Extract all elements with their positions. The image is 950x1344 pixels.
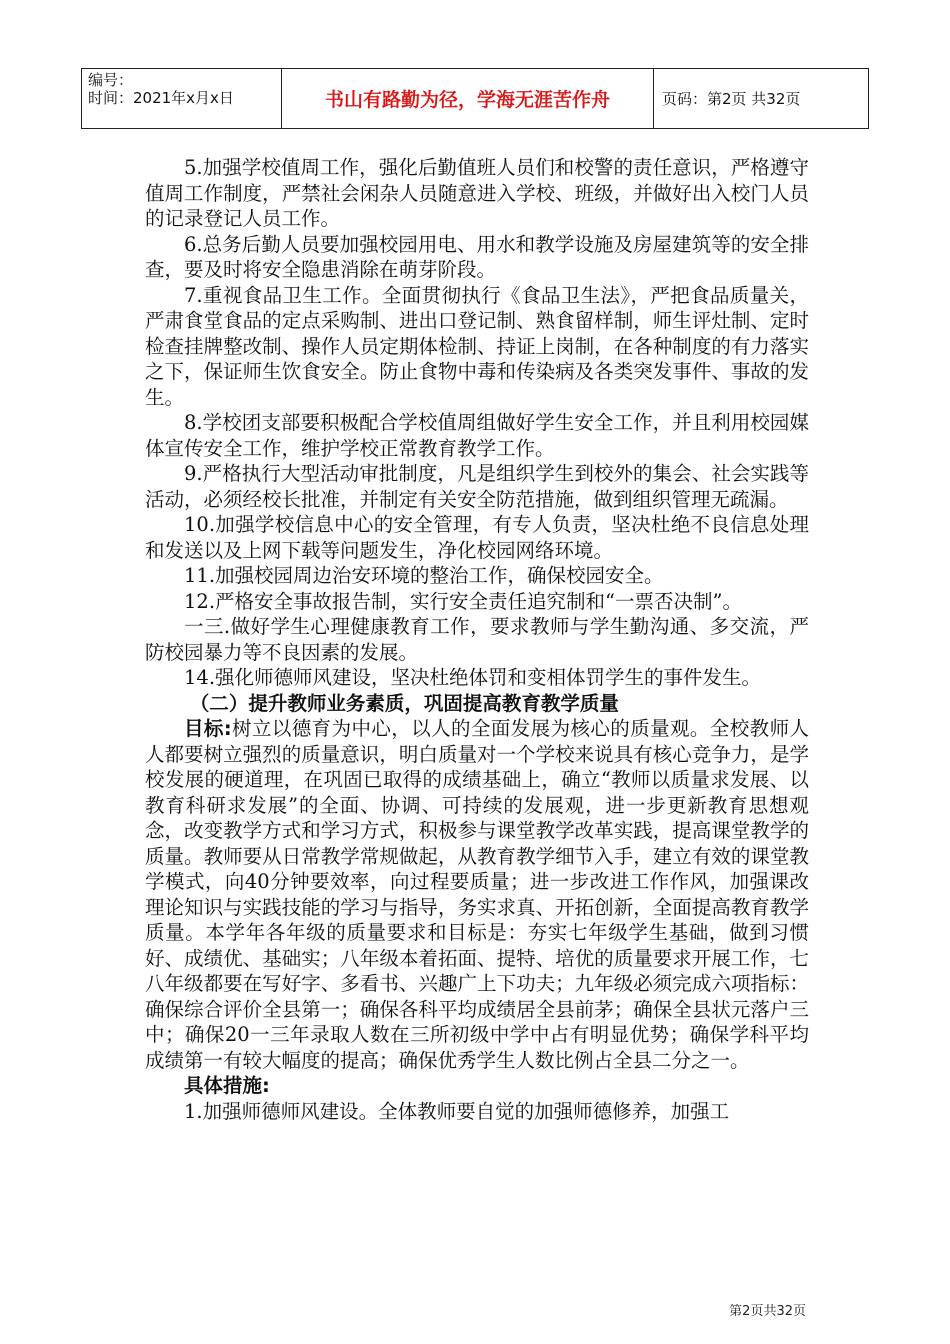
goal-paragraph <box>145 716 809 1073</box>
page-footer: 第2页共32页 <box>729 1304 806 1319</box>
page-header <box>81 68 869 129</box>
paragraph-5: 5.加强学校值周工作，强化后勤值班人员们和校警的责任意识，严格遵守值周工作制度，严禁社会闲杂人员随意进入学校、班级，并做好出入校门人员的记录登记人员工作。 <box>145 156 809 230</box>
paragraph-8: 8.学校团支部要积极配合学校值周组做好学生安全工作，并且利用校园媒体宣传安全工作，维护学校正常教育教学工作。 <box>145 411 809 460</box>
time-label: 时间：2021年x月x日 <box>88 89 234 107</box>
serial-label: 编号： <box>88 71 134 89</box>
measure-1: 1.加强师德师风建设。全体教师要自觉的加强师德修养，加强工 <box>184 1099 730 1123</box>
goal-text: 树立以德育为中心，以人的全面发展为核心的质量观。全校教师人人都要树立强烈的质量意识，明白质量对一个学校来说具有核心竞争力，是学校发展的硬道理，在巩固已取得的成绩基础上，确立“教师以质量求发展、以教育科研求发展”的全面、协调、可持续的发展观，进一步更新教育思想观念，改变教学方式和学习方式，积极参与课堂教学改革实践，提高课堂教学的质量。教师要从日常教学常规做起，从教育教学细节入手，建立有效的课堂教学模式，向40分钟要效率，向过程要质量；进一步改进工作作风，加强课改理论知识与实践技能的学习与指导，务实求真、开拓创新，全面提高教育教学质量。本学年各年级的质量要求和目标是：夯实七年级学生基础，做到习惯好、成绩优、基础实；八年级本着拓面、提特、培优的质量要求开展工作，七八年级都要在写好字、多看书、兴趣广上下功夫；九年级必须完成六项指标：确保综合评价全县第一；确保各科平均成绩居全县前茅；确保全县状元落户三中；确保20一三年录取人数在三所初级中学中占有明显优势；确保学科平均成绩第一有较大幅度的提高；确保优秀学生人数比例占全县二分之一。 <box>145 717 809 1072</box>
paragraph-7: 7.重视食品卫生工作。全面贯彻执行《食品卫生法》，严把食品质量关，严肃食堂食品的定点采购制、进出口登记制、熟食留样制，师生评灶制、定时检查挂牌整改制、操作人员定期体检制、持证上岗制，在各种制度的有力落实之下，保证师生饮食安全。防止食物中毒和传染病及各类突发事件、事故的发生。 <box>145 283 809 409</box>
measures-label-line <box>145 1073 809 1099</box>
paragraph-12: 12.严格安全事故报告制，实行安全责任追究制和“一票否决制”。 <box>184 589 742 613</box>
header-page-label: 页码：第2页 共32页 <box>662 90 801 108</box>
header-meta-cell <box>82 69 282 128</box>
paragraph-14: 14.强化师德师风建设，坚决杜绝体罚和变相体罚学生的事件发生。 <box>184 666 762 689</box>
paragraph-13: 一三.做好学生心理健康教育工作，要求教师与学生勤沟通、多交流，严防校园暴力等不良因素的发展。 <box>145 615 809 664</box>
paragraph-10: 10.加强学校信息中心的安全管理，有专人负责，坚决杜绝不良信息处理和发送以及上网下载等问题发生，净化校园网络环境。 <box>145 513 809 562</box>
paragraph-11: 11.加强校园周边治安环境的整治工作，确保校园安全。 <box>184 564 664 587</box>
measures-label: 具体措施: <box>184 1074 270 1097</box>
document-body <box>145 155 809 1124</box>
paragraph-6: 6.总务后勤人员要加强校园用电、用水和教学设施及房屋建筑等的安全排查，要及时将安全隐患消除在萌芽阶段。 <box>145 232 809 281</box>
goal-label: 目标: <box>184 717 232 740</box>
paragraph-9: 9.严格执行大型活动审批制度，凡是组织学生到校外的集会、社会实践等活动，必须经校长批准，并制定有关安全防范措施，做到组织管理无疏漏。 <box>145 462 809 511</box>
header-motto: 书山有路勤为径，学海无涯苦作舟 <box>282 69 654 128</box>
section-heading: （二）提升教师业务素质，巩固提高教育教学质量 <box>189 691 619 715</box>
